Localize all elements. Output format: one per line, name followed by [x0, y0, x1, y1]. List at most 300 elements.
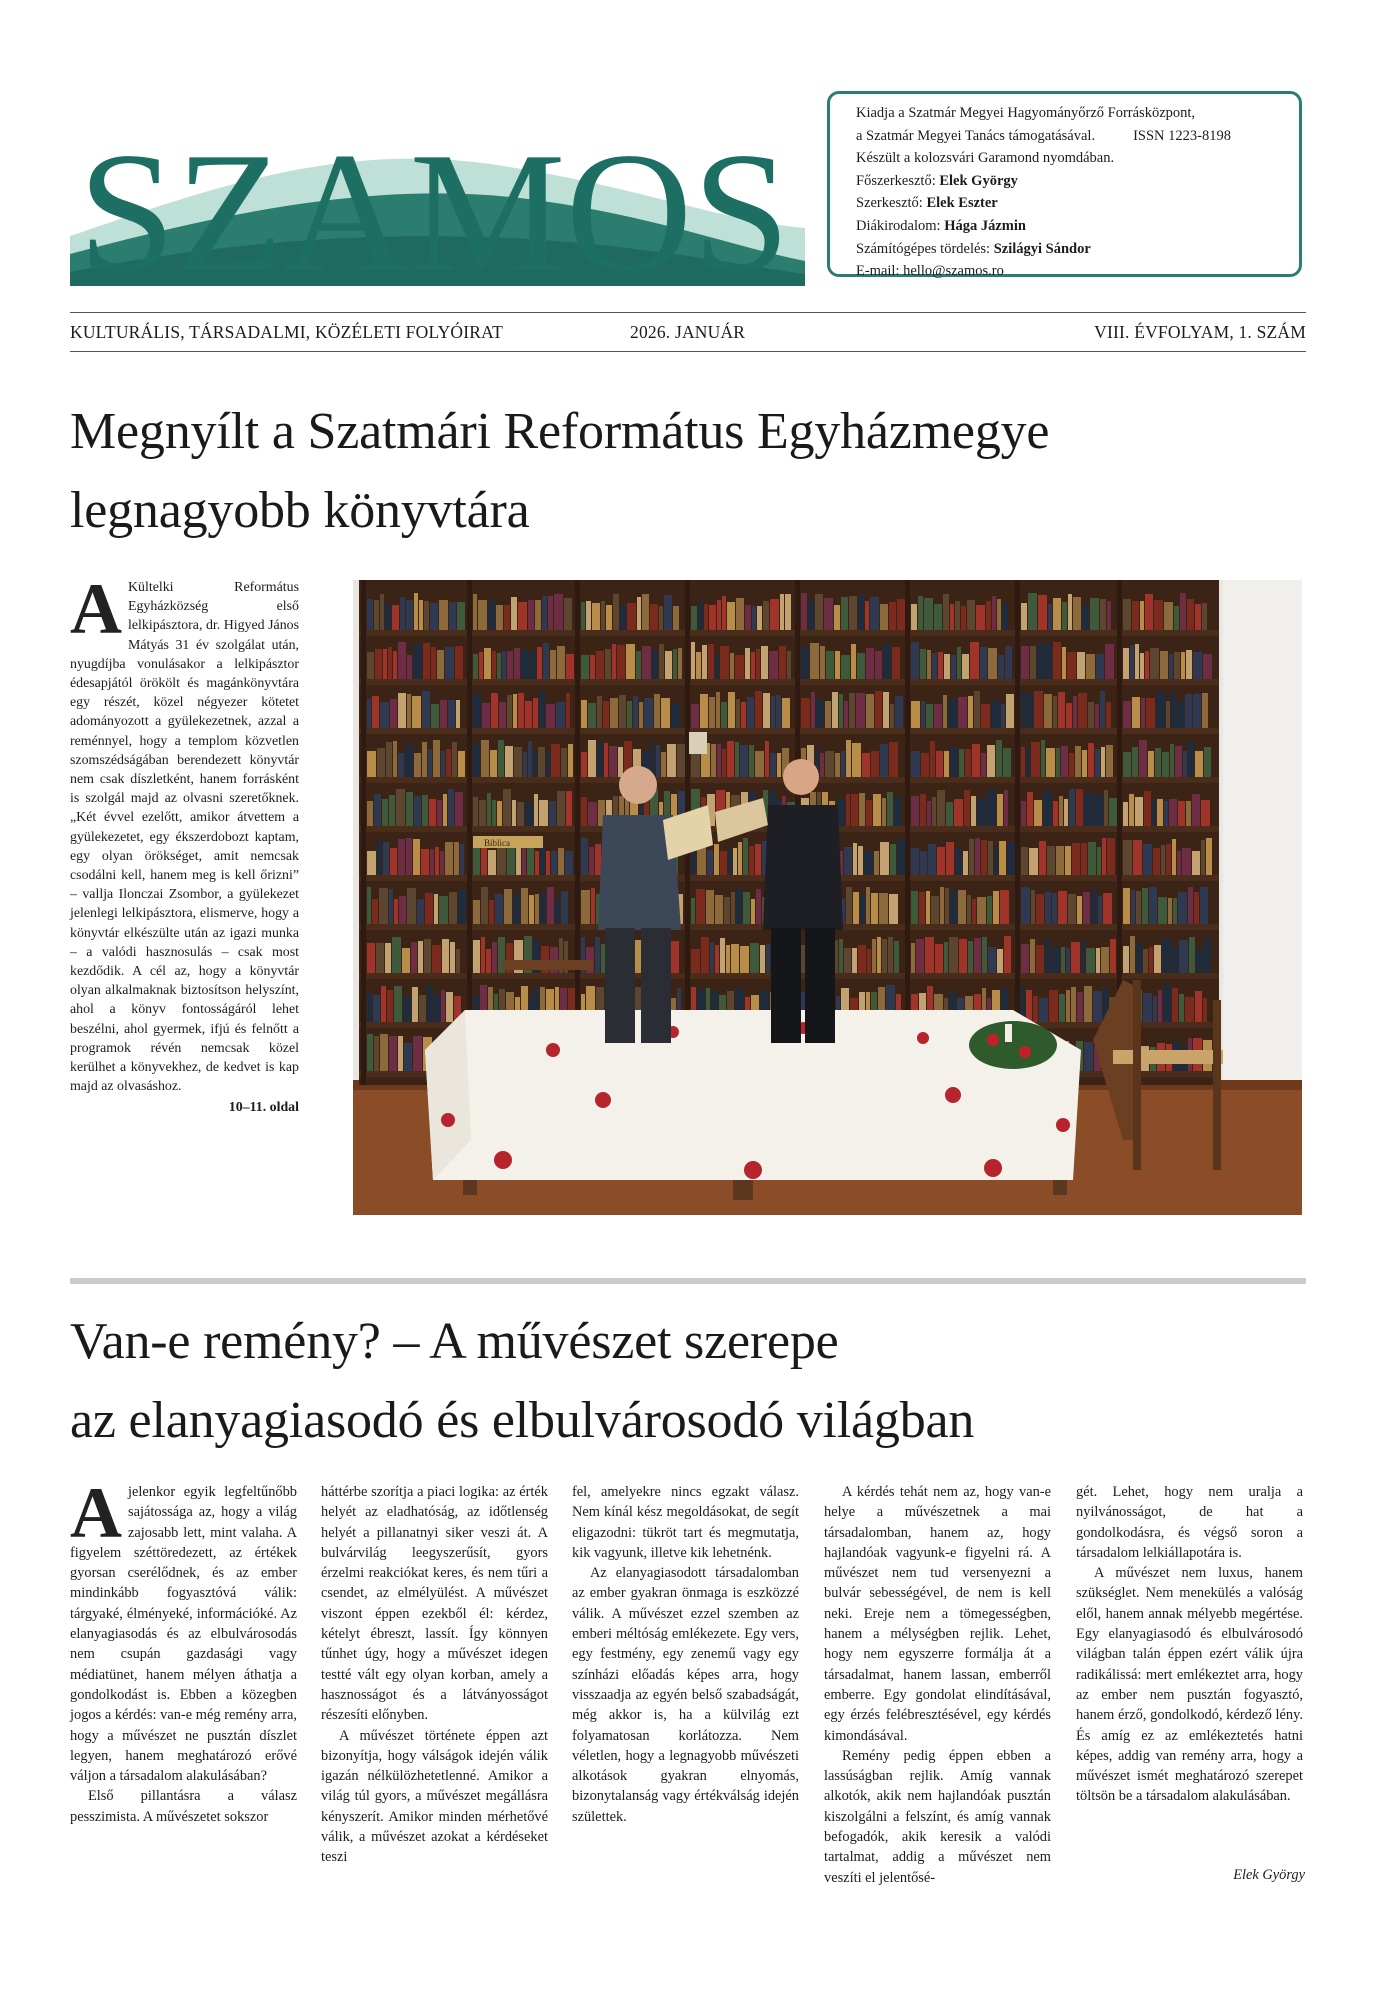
- book-spine: [1143, 993, 1152, 1022]
- book-spine: [546, 851, 550, 875]
- book-spine: [880, 604, 888, 630]
- book-spine: [691, 851, 696, 875]
- book-spine: [1194, 892, 1199, 924]
- book-spine: [1007, 842, 1016, 875]
- book-spine: [972, 744, 980, 777]
- book-spine: [749, 745, 754, 777]
- book-spine: [581, 602, 585, 630]
- article2-col1-para1: Ajelenkor egyik legfeltűnőbb sajátossága az, hogy a világ zajosabb lett, mint valaha. A figyelem széttöredezett, az értékek gyorsan cserélődnek, és az ember mindinkább fogyasztóvá válik: tárgyaké, élményeké, információké. Az elanyagiasodás és az elbulvárosodás nem csupán gazdasági vagy médiatünet, hanem mélyen áthatja a gondolkodást is. Ebben a közegben jogos a kérdés: van-e még remény arra, hogy a művészet ne pusztán díszlet legyen, hanem meghatározó erővé váljon a társadalom alakulásában?: [70, 1473, 297, 1785]
- book-spine: [993, 891, 999, 924]
- book-spine: [728, 849, 732, 875]
- book-spine: [969, 839, 974, 875]
- book-spine: [1030, 939, 1035, 973]
- book-spine: [495, 894, 503, 924]
- book-spine: [1101, 747, 1105, 777]
- book-spine: [756, 889, 761, 924]
- book-spine: [406, 792, 413, 826]
- article2-col5-para1: gét. Lehet, hogy nem uralja a nyilvánosságot, de hat a gondolkodásra, és végső soron a társadalom lelkiállapotára is.: [1076, 1484, 1303, 1561]
- book-spine: [678, 648, 682, 679]
- book-spine: [954, 799, 963, 826]
- article1-title-line1: Megnyílt a Szatmári Református Egyházmegye: [70, 403, 1050, 460]
- book-spine: [871, 893, 878, 924]
- book-spine: [1160, 651, 1168, 679]
- book-spine: [386, 742, 392, 777]
- book-spine: [1086, 654, 1095, 679]
- book-spine: [595, 844, 601, 875]
- book-spine: [619, 695, 626, 728]
- book-spine: [1148, 751, 1154, 777]
- book-spine: [1061, 947, 1065, 973]
- book-spine: [1075, 746, 1081, 777]
- book-spine: [1204, 747, 1211, 777]
- book-spine: [801, 647, 809, 679]
- book-spine: [801, 593, 807, 630]
- article2-column-5: [1076, 1482, 1303, 1807]
- book-spine: [565, 851, 573, 875]
- book-spine: [844, 847, 852, 875]
- book-spine: [367, 993, 372, 1022]
- book-spine: [1143, 949, 1148, 973]
- book-spine: [860, 894, 865, 924]
- book-spine: [930, 741, 935, 777]
- book-spine: [883, 644, 891, 679]
- book-spine: [1181, 652, 1185, 679]
- book-spine: [405, 745, 413, 777]
- book-spine: [427, 985, 433, 1022]
- book-spine: [430, 603, 438, 630]
- book-spine: [1106, 745, 1113, 777]
- book-spine: [603, 701, 609, 728]
- book-spine: [1186, 801, 1191, 826]
- book-spine: [367, 887, 371, 924]
- book-spine: [1101, 947, 1109, 973]
- book-spine: [581, 752, 587, 777]
- book-spine: [601, 601, 605, 630]
- book-spine: [373, 995, 380, 1022]
- book-spine: [511, 597, 517, 630]
- book-spine: [1107, 601, 1111, 630]
- book-spine: [1061, 746, 1068, 777]
- book-spine: [450, 942, 455, 973]
- book-spine: [414, 753, 421, 777]
- book-spine: [761, 646, 768, 679]
- book-spine: [724, 897, 730, 924]
- book-spine: [937, 790, 945, 826]
- book-spine: [1004, 790, 1008, 826]
- book-spine: [1123, 752, 1131, 777]
- book-spine: [610, 698, 618, 728]
- book-spine: [920, 649, 926, 679]
- book-spine: [488, 601, 495, 630]
- book-spine: [926, 891, 930, 924]
- book-spine: [1028, 693, 1033, 728]
- book-spine: [1136, 943, 1142, 973]
- book-spine: [968, 941, 973, 973]
- book-spine: [879, 893, 888, 924]
- book-spine: [1206, 838, 1212, 875]
- book-spine: [592, 603, 600, 630]
- book-spine: [513, 893, 520, 924]
- book-spine: [546, 751, 550, 777]
- book-spine: [1062, 602, 1067, 630]
- book-spine: [1100, 599, 1106, 630]
- book-spine: [1048, 604, 1052, 630]
- book-spine: [525, 802, 533, 826]
- book-spine: [780, 594, 784, 630]
- book-spine: [709, 697, 715, 728]
- book-spine: [722, 596, 726, 630]
- book-spine: [987, 896, 992, 924]
- book-spine: [389, 889, 393, 924]
- book-spine: [517, 802, 524, 826]
- book-spine: [1021, 603, 1027, 630]
- book-spine: [1202, 693, 1208, 728]
- book-spine: [528, 600, 534, 630]
- book-spine: [1161, 845, 1165, 875]
- book-spine: [825, 701, 831, 728]
- book-spine: [1174, 652, 1180, 679]
- article2-col4-para1: A kérdés tehát nem az, hogy van-e helye a művészetnek a mai társadalomban, hanem az, hogy hajlandóak vagyunk-e figyelni rá. A művészet nem tud versenyezni a bulvár sebességével, de nem is kell neki. Ereje nem a tömegességben, hanem a mélységben rejlik. Lehet, hogy nem egyszerre formálja át a társadalmat, hanem lassan, emberről emberre. Egy gondolat elindításával, egy érzés felébresztésével, egy kérdés kimondásával.: [824, 1484, 1051, 1744]
- book-spine: [1188, 741, 1194, 777]
- book-spine: [399, 896, 406, 924]
- book-spine: [385, 603, 391, 630]
- book-spine: [720, 851, 727, 875]
- book-spine: [877, 937, 881, 973]
- book-spine: [816, 699, 824, 728]
- book-spine: [1195, 751, 1203, 777]
- book-spine: [388, 647, 392, 679]
- book-spine: [481, 887, 488, 924]
- book-spine: [497, 801, 502, 826]
- book-spine: [1192, 794, 1200, 826]
- book-spine: [372, 899, 378, 924]
- book-spine: [1177, 701, 1184, 728]
- book-spine: [535, 851, 539, 875]
- book-spine: [1084, 986, 1092, 1022]
- book-spine: [627, 603, 636, 630]
- book-spine: [551, 851, 557, 875]
- book-spine: [1071, 942, 1080, 973]
- book-spine: [801, 698, 810, 728]
- book-spine: [911, 642, 919, 679]
- book-spine: [1123, 599, 1131, 630]
- book-spine: [413, 1036, 422, 1071]
- book-spine: [1053, 642, 1061, 679]
- book-spine: [374, 794, 381, 826]
- book-spine: [473, 594, 477, 630]
- book-spine: [834, 605, 840, 630]
- book-spine: [1039, 998, 1048, 1022]
- book-spine: [1058, 891, 1067, 924]
- book-spine: [920, 794, 926, 826]
- book-spine: [743, 838, 748, 875]
- book-spine: [396, 789, 405, 826]
- book-spine: [1069, 753, 1074, 777]
- book-spine: [1053, 696, 1057, 728]
- book-spine: [527, 848, 534, 875]
- book-spine: [1145, 651, 1149, 679]
- book-spine: [839, 939, 843, 973]
- book-spine: [918, 596, 923, 630]
- book-spine: [841, 597, 848, 630]
- book-spine: [1094, 795, 1103, 826]
- book-spine: [1036, 894, 1044, 924]
- book-spine: [424, 939, 431, 973]
- book-spine: [1083, 892, 1090, 924]
- book-spine: [473, 940, 480, 973]
- book-spine: [1058, 692, 1065, 728]
- book-spine: [1031, 742, 1040, 777]
- book-spine: [548, 596, 553, 630]
- book-spine: [659, 606, 663, 630]
- book-spine: [423, 643, 430, 679]
- book-spine: [698, 602, 703, 630]
- book-spine: [533, 698, 538, 728]
- book-spine: [895, 696, 903, 728]
- book-spine: [441, 751, 445, 777]
- book-spine: [521, 888, 528, 924]
- article2-column-4: [824, 1482, 1051, 1888]
- issn: ISSN 1223-8198: [1133, 127, 1231, 144]
- book-spine: [722, 749, 726, 777]
- book-spine: [1132, 697, 1140, 728]
- book-spine: [367, 943, 375, 973]
- book-spine: [999, 841, 1006, 875]
- book-spine: [770, 753, 776, 777]
- book-spine: [1171, 692, 1176, 728]
- book-spine: [997, 949, 1003, 973]
- book-spine: [987, 790, 996, 826]
- book-spine: [417, 899, 424, 924]
- book-spine: [1182, 848, 1191, 875]
- book-spine: [935, 944, 943, 973]
- book-spine: [1049, 990, 1058, 1022]
- book-spine: [897, 839, 905, 875]
- book-spine: [943, 594, 949, 630]
- book-spine: [859, 793, 865, 826]
- book-spine: [1102, 838, 1106, 875]
- book-spine: [398, 1036, 403, 1071]
- book-spine: [604, 743, 608, 777]
- book-spine: [1132, 601, 1139, 630]
- book-spine: [959, 749, 964, 777]
- book-spine: [927, 801, 931, 826]
- book-spine: [892, 647, 900, 679]
- book-spine: [1059, 796, 1063, 826]
- book-spine: [731, 944, 739, 973]
- book-spine: [596, 651, 604, 679]
- book-spine: [1177, 851, 1181, 875]
- book-spine: [701, 937, 709, 973]
- book-spine: [920, 851, 927, 875]
- book-spine: [755, 691, 762, 728]
- book-spine: [998, 655, 1004, 679]
- book-spine: [721, 702, 727, 728]
- book-spine: [422, 691, 430, 728]
- book-spine: [1100, 691, 1105, 728]
- article2-col2-para1: háttérbe szorítja a piaci logika: az érték helyét az eladhatóság, az időtlenség helyét a pillanatnyi siker veszi át. A bulvárvilág leegyszerűsít, gyors érzelmi reakciókat keres, és nem tűri a csendet, az elmélyülést. A művészet viszont éppen ezekből él: kérdez, kételyt ébreszt, lassít. Így könnyen tűnhet úgy, hogy a művészet idegen testté vált egy olyan korban, amely a hasznosságot és a látványosságot részesíti előnyben.: [321, 1484, 548, 1724]
- book-spine: [1000, 890, 1009, 924]
- book-spine: [866, 648, 874, 679]
- book-spine: [997, 794, 1003, 826]
- book-spine: [1046, 748, 1055, 777]
- book-spine: [1201, 800, 1210, 826]
- book-spine: [740, 946, 749, 973]
- section-separator: [70, 1278, 1306, 1284]
- book-spine: [1158, 897, 1167, 924]
- book-spine: [882, 939, 887, 973]
- book-spine: [706, 890, 714, 924]
- shelf-board: [359, 679, 1219, 685]
- book-spine: [715, 895, 723, 924]
- book-spine: [381, 986, 386, 1022]
- book-spine: [581, 838, 588, 875]
- book-spine: [404, 1043, 412, 1071]
- book-spine: [591, 888, 595, 924]
- book-spine: [750, 943, 759, 973]
- book-spine: [484, 648, 491, 679]
- book-spine: [736, 888, 742, 924]
- book-spine: [1203, 998, 1207, 1022]
- book-spine: [921, 753, 929, 777]
- book-spine: [741, 702, 746, 728]
- book-spine: [454, 842, 459, 875]
- book-spine: [926, 704, 933, 728]
- book-spine: [957, 647, 961, 679]
- book-spine: [448, 789, 454, 826]
- book-spine: [1110, 939, 1116, 973]
- article2-column-3: [572, 1482, 799, 1827]
- book-spine: [972, 899, 976, 924]
- book-spine: [826, 651, 834, 679]
- book-spine: [928, 844, 936, 875]
- book-spine: [1168, 898, 1172, 924]
- book-spine: [965, 749, 971, 777]
- page-reference[interactable]: 10–11. oldal: [228, 1100, 299, 1116]
- book-spine: [1123, 701, 1131, 728]
- book-spine: [931, 896, 939, 924]
- book-spine: [710, 942, 714, 973]
- library-photo: [353, 580, 1302, 1215]
- book-spine: [1095, 704, 1099, 728]
- book-spine: [561, 891, 568, 924]
- book-spine: [844, 948, 851, 973]
- book-spine: [659, 644, 664, 679]
- book-spine: [539, 691, 545, 728]
- book-spine: [538, 747, 545, 777]
- book-spine: [1135, 797, 1143, 826]
- book-spine: [894, 941, 899, 973]
- book-spine: [932, 653, 937, 679]
- book-spine: [820, 646, 825, 679]
- book-spine: [889, 602, 896, 630]
- book-spine: [457, 602, 465, 630]
- book-spine: [530, 652, 536, 679]
- book-spine: [1005, 646, 1012, 679]
- book-spine: [696, 889, 705, 924]
- book-spine: [402, 948, 410, 973]
- book-spine: [1093, 991, 1102, 1022]
- book-spine: [394, 899, 398, 924]
- book-spine: [1107, 838, 1115, 875]
- book-spine: [890, 704, 894, 728]
- book-spine: [430, 849, 434, 875]
- book-spine: [1077, 652, 1085, 679]
- book-spine: [504, 889, 512, 924]
- book-spine: [1164, 602, 1173, 630]
- book-spine: [1157, 799, 1163, 826]
- book-spine: [925, 937, 934, 973]
- book-spine: [911, 751, 920, 777]
- book-spine: [882, 798, 886, 826]
- book-spine: [428, 749, 432, 777]
- book-spine: [435, 847, 439, 875]
- book-spine: [440, 851, 444, 875]
- book-spine: [866, 694, 874, 728]
- book-spine: [367, 801, 373, 826]
- book-spine: [586, 601, 591, 630]
- book-spine: [664, 595, 672, 630]
- book-spine: [1072, 843, 1080, 875]
- book-spine: [943, 695, 947, 728]
- book-spine: [911, 796, 919, 826]
- book-spine: [588, 740, 596, 777]
- book-spine: [738, 842, 742, 875]
- issue-date: 2026. JANUÁR: [630, 321, 746, 342]
- book-spine: [1021, 847, 1028, 875]
- book-spine: [950, 890, 957, 924]
- book-spine: [948, 699, 957, 728]
- book-spine: [1153, 848, 1160, 875]
- book-spine: [473, 654, 478, 679]
- book-spine: [597, 696, 602, 728]
- book-spine: [967, 895, 971, 924]
- book-spine: [617, 645, 625, 679]
- book-spine: [1082, 750, 1087, 777]
- email-link[interactable]: hello@szamos.ro: [903, 263, 1004, 280]
- book-spine: [1045, 940, 1051, 973]
- book-spine: [1179, 940, 1188, 973]
- book-spine: [1046, 643, 1052, 679]
- book-spine: [747, 697, 754, 728]
- book-spine: [765, 741, 769, 777]
- book-spine: [1084, 793, 1093, 826]
- book-spine: [851, 644, 856, 679]
- book-spine: [492, 942, 497, 973]
- book-spine: [521, 650, 529, 679]
- book-spine: [392, 605, 399, 630]
- book-spine: [581, 797, 587, 826]
- book-spine: [1195, 991, 1202, 1022]
- book-spine: [777, 753, 781, 777]
- book-spine: [392, 937, 401, 973]
- book-spine: [492, 800, 496, 826]
- book-spine: [412, 987, 418, 1022]
- book-spine: [486, 949, 491, 973]
- shelf-board: [359, 728, 1219, 734]
- imprint-chief-editor: Főszerkesztő: Elek György: [856, 172, 1018, 189]
- book-spine: [445, 647, 454, 679]
- book-spine: [727, 741, 734, 777]
- book-spine: [380, 702, 389, 728]
- book-spine: [481, 740, 489, 777]
- book-spine: [1021, 692, 1027, 728]
- book-spine: [606, 605, 612, 630]
- book-spine: [1077, 992, 1083, 1022]
- book-spine: [383, 649, 387, 679]
- book-spine: [1090, 598, 1099, 630]
- book-spine: [1178, 892, 1187, 924]
